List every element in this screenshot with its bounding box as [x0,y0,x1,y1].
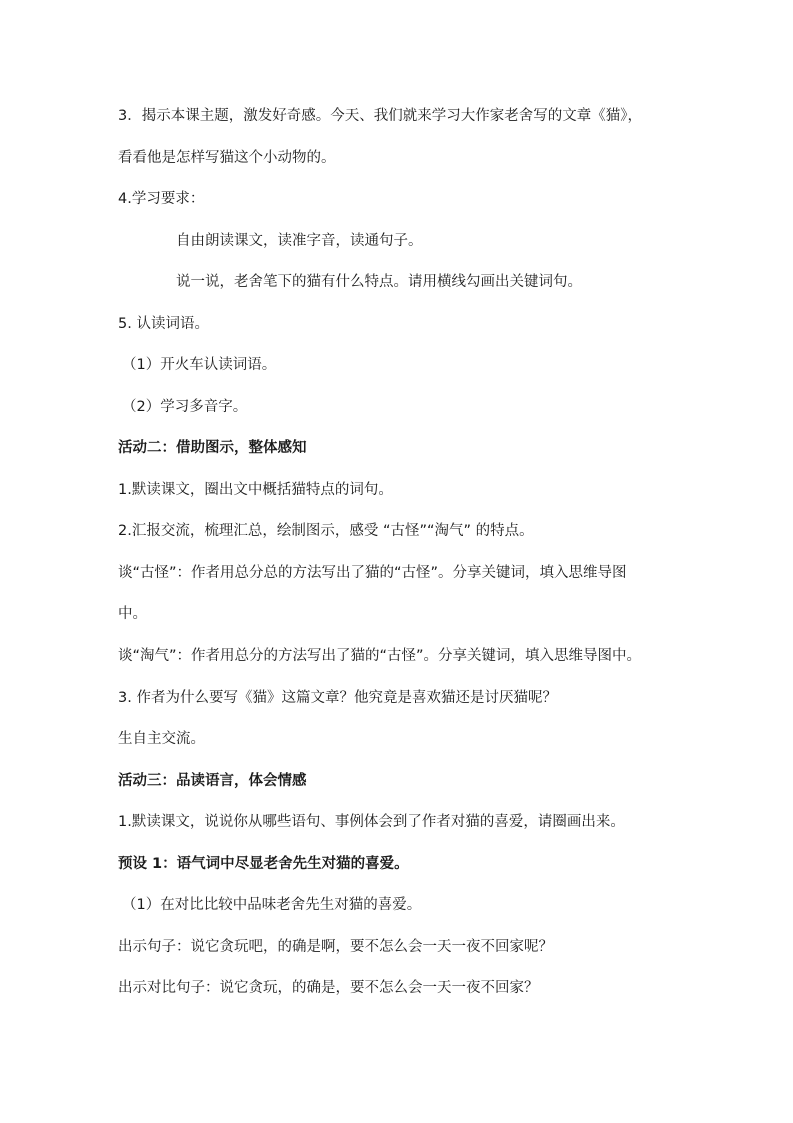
paragraph-step5: 5. 认读词语。 [118,316,209,332]
paragraph-preset1-item1: （1）在对比比较中品味老舍先生对猫的喜爱。 [122,897,422,913]
paragraph-intro-step3: 3．揭示本课主题，激发好奇感。今天、我们就来学习大作家老舍写的文章《猫》， [118,108,642,124]
paragraph-show-sentence: 出示句子：说它贪玩吧，的确是啊，要不怎么会一天一夜不回家呢？ [118,939,553,955]
paragraph-activity2-item2: 2.汇报交流，梳理汇总，绘制图示，感受 “古怪”“淘气” 的特点。 [118,523,534,539]
paragraph-intro-step3-cont: 看看他是怎样写猫这个小动物的。 [118,150,336,166]
paragraph-step5-item1: （1）开火车认读词语。 [122,357,277,373]
paragraph-activity3-item1: 1.默读课文，说说你从哪些语句、事例体会到了作者对猫的喜爱，请圈画出来。 [118,814,625,830]
paragraph-student-exchange: 生自主交流。 [118,731,205,747]
paragraph-talk-taoqi: 谈“淘气”：作者用总分的方法写出了猫的“古怪”。分享关键词，填入思维导图中。 [118,648,642,664]
paragraph-activity2-item3: 3. 作者为什么要写《猫》这篇文章？他究竟是喜欢猫还是讨厌猫呢？ [118,690,557,706]
paragraph-show-compare-sentence: 出示对比句子：说它贪玩，的确是，要不怎么会一天一夜不回家？ [118,980,539,996]
paragraph-talk-guguai: 谈“古怪”：作者用总分总的方法写出了猫的“古怪”。分享关键词，填入思维导图 [118,565,627,581]
paragraph-activity2-item1: 1.默读课文，圈出文中概括猫特点的词句。 [118,482,393,498]
activity-two-heading: 活动二：借助图示，整体感知 [118,440,307,456]
paragraph-step5-item2: （2）学习多音字。 [122,399,248,415]
preset-1-heading: 预设 1：语气词中尽显老舍先生对猫的喜爱。 [118,856,409,872]
paragraph-requirements-heading: 4.学习要求： [118,191,205,207]
paragraph-talk-guguai-cont: 中。 [118,606,147,622]
paragraph-requirement-2: 说一说，老舍笔下的猫有什么特点。请用横线勾画出关键词句。 [176,274,582,290]
activity-three-heading: 活动三：品读语言，体会情感 [118,773,307,789]
paragraph-requirement-1: 自由朗读课文，读准字音，读通句子。 [176,233,423,249]
